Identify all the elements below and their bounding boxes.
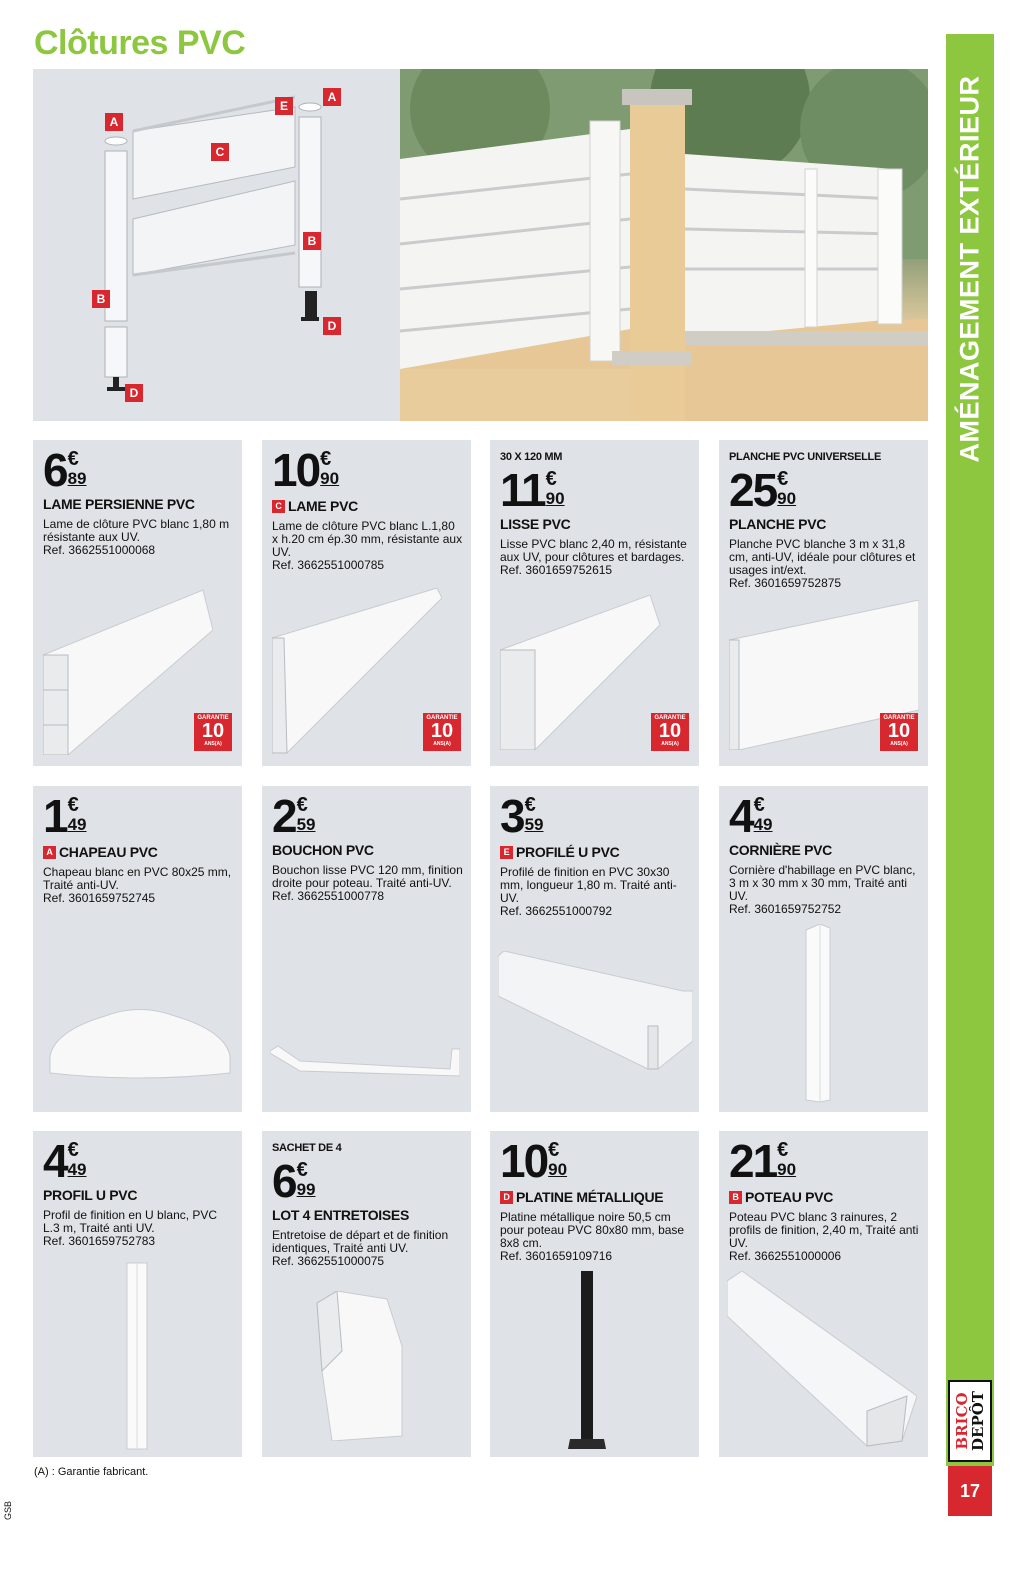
- product-name: D PLATINE MÉTALLIQUE: [500, 1189, 663, 1205]
- product-card-chapeau-pvc: [33, 786, 242, 1112]
- price: 1 € 49: [43, 790, 87, 842]
- fence-photo-drawing: [400, 69, 928, 421]
- product-card-lisse-pvc: [490, 440, 699, 766]
- assembly-diagram: [33, 69, 400, 421]
- footnote: (A) : Garantie fabricant.: [34, 1466, 149, 1478]
- price: 3 € 59: [500, 790, 544, 842]
- product-name: PROFIL U PVC: [43, 1187, 138, 1203]
- price: 2 € 59: [272, 790, 316, 842]
- product-description: Lisse PVC blanc 2,40 m, résistante aux UV, pour clôtures et bardages. Ref. 3601659752615: [500, 537, 687, 577]
- diagram-tag: E: [500, 846, 513, 859]
- product-description: Profilé de finition en PVC 30x30 mm, longueur 1,80 m. Traité anti-UV. Ref. 3662551000792: [500, 865, 677, 918]
- price: 25 € 90: [729, 464, 797, 516]
- product-card-lame-persienne: [33, 440, 242, 766]
- product-name: PLANCHE PVC: [729, 516, 827, 532]
- price: 21 € 90: [729, 1135, 797, 1187]
- page-title: Clôtures PVC: [34, 24, 246, 62]
- product-description: Lame de clôture PVC blanc 1,80 m résistante aux UV. Ref. 3662551000068: [43, 517, 230, 557]
- product-description: Platine métallique noire 50,5 cm pour poteau PVC 80x80 mm, base 8x8 cm. Ref. 3601659109716: [500, 1210, 685, 1263]
- fence-photo: [400, 69, 928, 421]
- post-illustration: [727, 1271, 917, 1451]
- diagram-tag: B: [729, 1191, 742, 1204]
- price: 4 € 49: [43, 1135, 87, 1187]
- u-profile-illustration: [125, 1261, 151, 1451]
- diagram-label-a: A: [105, 113, 123, 131]
- rail-illustration: [500, 595, 665, 750]
- brico-depot-logo: BRICO DEPÔT: [948, 1380, 992, 1462]
- warranty-badge: GARANTIE 10 ANS(A): [423, 713, 461, 751]
- price: 6 € 89: [43, 444, 87, 496]
- product-name: BOUCHON PVC: [272, 842, 374, 858]
- plug-illustration: [270, 1041, 460, 1081]
- product-card-planche-pvc: [719, 440, 928, 766]
- product-description: Entretoise de départ et de finition identiques, Traité anti UV. Ref. 3662551000075: [272, 1228, 449, 1268]
- angle-illustration: [804, 924, 834, 1104]
- diagram-label-b: B: [303, 232, 321, 250]
- warranty-badge: GARANTIE 10 ANS(A): [651, 713, 689, 751]
- price: 6 € 99: [272, 1155, 316, 1207]
- product-name: B POTEAU PVC: [729, 1189, 833, 1205]
- product-name: CORNIÈRE PVC: [729, 842, 832, 858]
- price: 4 € 49: [729, 790, 773, 842]
- warranty-badge: GARANTIE 10 ANS(A): [880, 713, 918, 751]
- section-label: AMÉNAGEMENT EXTÉRIEUR: [954, 75, 985, 463]
- diagram-label-b: B: [92, 290, 110, 308]
- product-card-lame-pvc: [262, 440, 471, 766]
- product-card-lot-entretoises: [262, 1131, 471, 1457]
- product-description: Lame de clôture PVC blanc L.1,80 x h.20 cm ép.30 mm, résistante aux UV. Ref. 3662551000785: [272, 519, 463, 572]
- product-name: LOT 4 ENTRETOISES: [272, 1207, 409, 1223]
- diagram-tag: C: [272, 500, 285, 513]
- product-description: Bouchon lisse PVC 120 mm, finition droite pour poteau. Traité anti-UV. Ref. 3662551000778: [272, 863, 463, 903]
- diagram-label-d: D: [323, 317, 341, 335]
- product-name: LAME PERSIENNE PVC: [43, 496, 195, 512]
- product-name: E PROFILÉ U PVC: [500, 844, 619, 860]
- slat-illustration: [272, 588, 442, 758]
- diagram-label-e: E: [275, 97, 293, 115]
- diagram-label-c: C: [211, 143, 229, 161]
- price: 11 € 90: [500, 464, 565, 516]
- diagram-label-d: D: [125, 384, 143, 402]
- product-card-poteau-pvc: [719, 1131, 928, 1457]
- product-card-profil-u-pvc: [33, 1131, 242, 1457]
- product-description: Poteau PVC blanc 3 rainures, 2 profils de finition, 2,40 m, Traité anti UV. Ref. 3662551000006: [729, 1210, 919, 1263]
- warranty-badge: GARANTIE 10 ANS(A): [194, 713, 232, 751]
- diagram-tag: D: [500, 1191, 513, 1204]
- product-description: Chapeau blanc en PVC 80x25 mm, Traité anti-UV. Ref. 3601659752745: [43, 865, 232, 905]
- product-name: LISSE PVC: [500, 516, 571, 532]
- metal-base-illustration: [568, 1271, 608, 1451]
- spacer-illustration: [312, 1291, 422, 1441]
- u-profile-illustration: [498, 951, 693, 1071]
- product-name: C LAME PVC: [272, 498, 358, 514]
- product-card-profile-u-pvc: [490, 786, 699, 1112]
- diagram-label-a: A: [323, 88, 341, 106]
- product-description: Profil de finition en U blanc, PVC L.3 m, Traité anti UV. Ref. 3601659752783: [43, 1208, 218, 1248]
- pack-label: SACHET DE 4: [272, 1142, 342, 1154]
- print-code: GSB: [3, 1500, 13, 1520]
- product-card-bouchon-pvc: [262, 786, 471, 1112]
- diagram-tag: A: [43, 846, 56, 859]
- product-description: Planche PVC blanche 3 m x 31,8 cm, anti-UV, idéale pour clôtures et usages int/ext. Ref. 3601659752875: [729, 537, 916, 590]
- product-card-corniere-pvc: [719, 786, 928, 1112]
- product-description: Cornière d'habillage en PVC blanc, 3 m x 30 mm x 30 mm, Traité anti UV. Ref. 3601659752752: [729, 863, 916, 916]
- pack-label: PLANCHE PVC UNIVERSELLE: [729, 451, 882, 463]
- product-card-platine-metallique: [490, 1131, 699, 1457]
- page-number: 17: [948, 1466, 992, 1516]
- pack-label: 30 X 120 MM: [500, 451, 563, 463]
- assembly-diagram-drawing: [33, 69, 400, 421]
- product-name: A CHAPEAU PVC: [43, 844, 158, 860]
- price: 10 € 90: [272, 444, 340, 496]
- slat-illustration: [43, 585, 213, 755]
- cap-illustration: [45, 1001, 235, 1081]
- price: 10 € 90: [500, 1135, 568, 1187]
